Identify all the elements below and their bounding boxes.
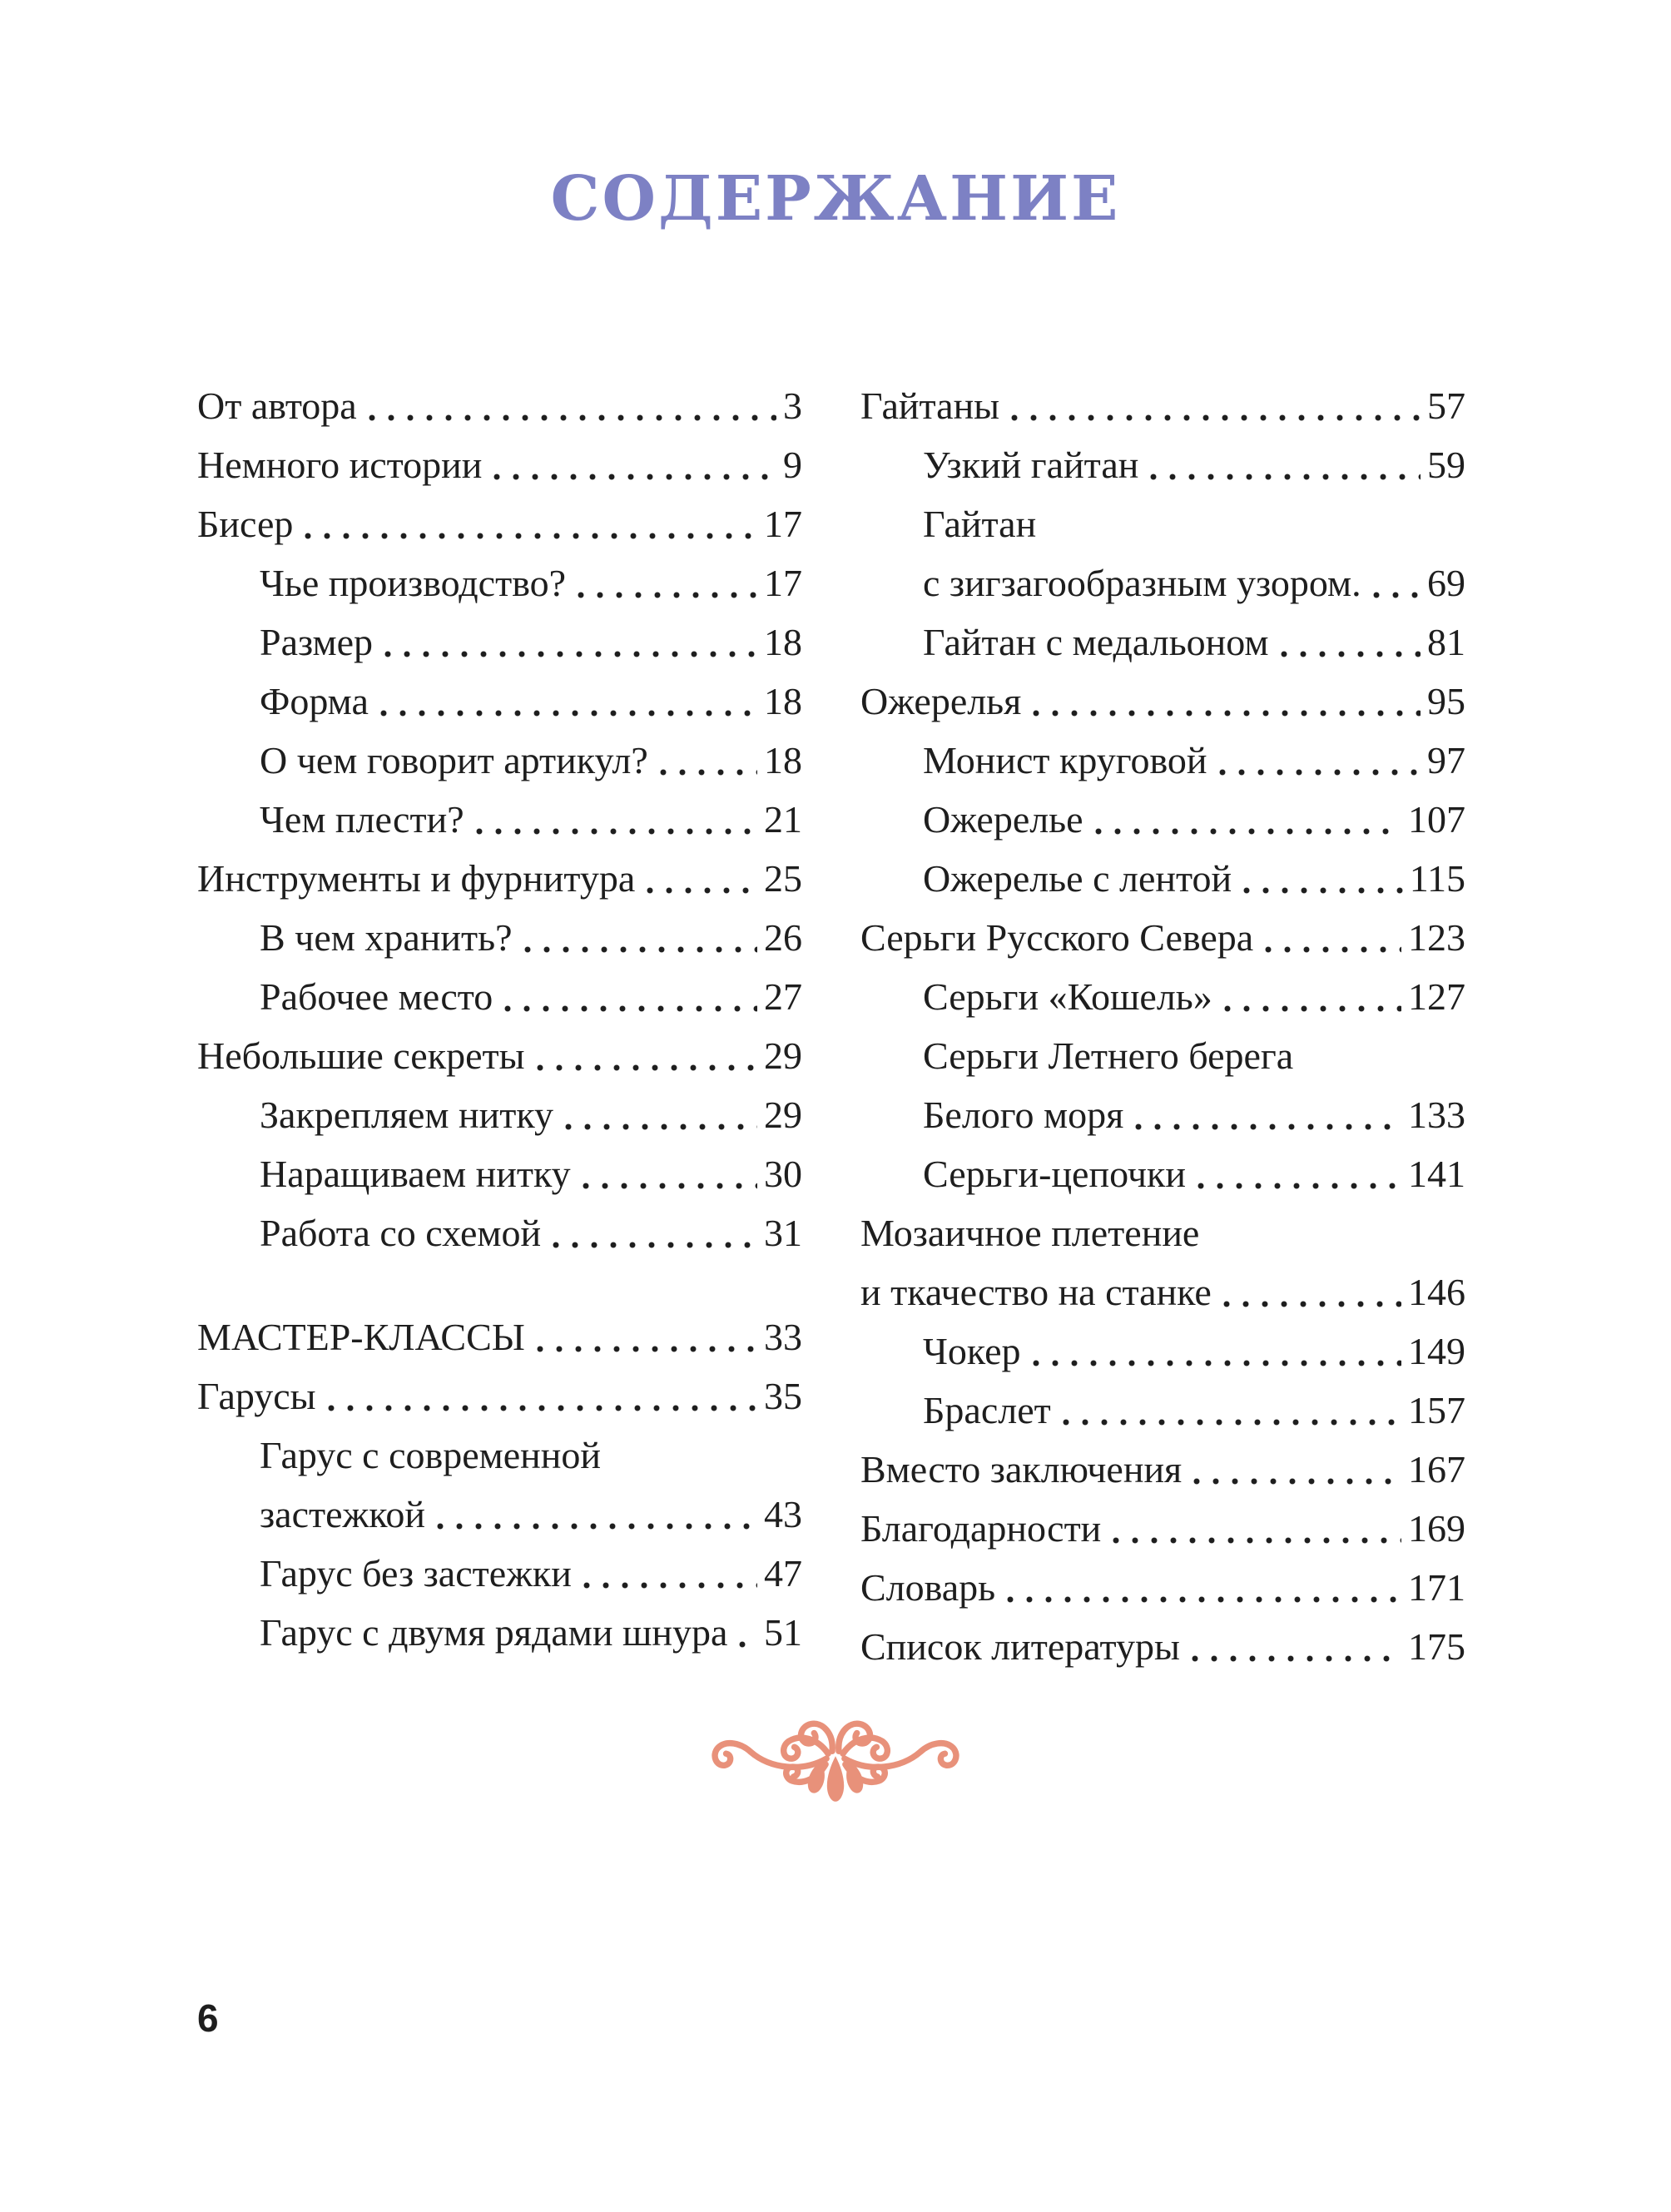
toc-entry bbox=[860, 553, 1465, 613]
toc-entry-page: 123 bbox=[1408, 916, 1465, 959]
toc-entry bbox=[197, 553, 802, 613]
toc-entry-page: 171 bbox=[1408, 1566, 1465, 1609]
dot-leader bbox=[1061, 1381, 1401, 1440]
toc-entry-label: Размер bbox=[260, 621, 374, 663]
dot-leader bbox=[658, 731, 757, 790]
dot-leader bbox=[1148, 435, 1421, 494]
toc-entry bbox=[197, 967, 802, 1026]
page-number-folio: 6 bbox=[197, 1996, 219, 2040]
toc-entry-page: 18 bbox=[764, 621, 802, 663]
dot-leader bbox=[563, 1085, 757, 1144]
dot-leader bbox=[535, 1307, 757, 1366]
toc-entry bbox=[860, 376, 1465, 435]
toc-entry-page: 133 bbox=[1408, 1094, 1465, 1136]
toc-entry-label: Работа со схемой bbox=[260, 1212, 542, 1254]
toc-entry-label: Небольшие секреты bbox=[197, 1034, 525, 1077]
toc-entry-label: Серьги Русского Севера bbox=[860, 916, 1254, 959]
toc-entry-page: 69 bbox=[1427, 562, 1465, 604]
toc-entry-label: Узкий гайтан bbox=[923, 444, 1139, 486]
toc-entry-page: 29 bbox=[764, 1094, 802, 1136]
toc-entry bbox=[860, 435, 1465, 494]
toc-entry bbox=[197, 1144, 802, 1203]
toc-entry-label: Список литературы bbox=[860, 1625, 1180, 1668]
toc-entry bbox=[197, 672, 802, 731]
dot-leader bbox=[737, 1603, 757, 1662]
toc-entry-label: Гайтан с медальоном bbox=[923, 621, 1269, 663]
toc-entry bbox=[197, 790, 802, 849]
toc-entry bbox=[860, 613, 1465, 672]
dot-leader bbox=[1222, 967, 1401, 1026]
toc-entry-label: Вместо заключения bbox=[860, 1448, 1183, 1490]
toc-entry-label: Ожерелье bbox=[923, 798, 1083, 841]
toc-entry bbox=[197, 1544, 802, 1603]
toc-entry-page: 43 bbox=[764, 1493, 802, 1535]
toc-entry bbox=[197, 1085, 802, 1144]
toc-entry bbox=[860, 1499, 1465, 1558]
dot-leader bbox=[1093, 790, 1401, 849]
dot-leader bbox=[1009, 376, 1421, 435]
toc-entry-label: Чем плести? bbox=[260, 798, 464, 841]
dot-leader bbox=[303, 494, 757, 553]
toc-entry-page: 157 bbox=[1408, 1389, 1465, 1431]
toc-entry bbox=[197, 435, 802, 494]
toc-entry-label: Инструменты и фурнитура bbox=[197, 857, 636, 900]
toc-entry bbox=[860, 1558, 1465, 1617]
toc-entry bbox=[197, 1426, 802, 1485]
dot-leader bbox=[551, 1203, 757, 1262]
toc-entry-label: застежкой bbox=[260, 1493, 425, 1535]
toc-entry bbox=[197, 1603, 802, 1662]
toc-entry-page: 127 bbox=[1408, 975, 1465, 1018]
page-title: СОДЕРЖАНИЕ bbox=[550, 163, 1121, 235]
toc-entry-page: 169 bbox=[1408, 1507, 1465, 1550]
dot-leader bbox=[1192, 1440, 1401, 1499]
toc-entry bbox=[197, 1366, 802, 1426]
toc-entry-label: О чем говорит артикул? bbox=[260, 739, 648, 781]
toc-entry bbox=[860, 731, 1465, 790]
table-of-contents bbox=[197, 376, 1465, 1676]
toc-entry-label: Гарус с двумя рядами шнура bbox=[260, 1611, 728, 1654]
dot-leader bbox=[1371, 553, 1421, 613]
toc-entry-page: 3 bbox=[783, 384, 802, 427]
toc-entry bbox=[197, 613, 802, 672]
toc-entry-label: В чем хранить? bbox=[260, 916, 513, 959]
toc-entry-label: Монист круговой bbox=[923, 739, 1207, 781]
toc-entry-label: Наращиваем нитку bbox=[260, 1153, 571, 1195]
dot-leader bbox=[535, 1026, 758, 1085]
dot-leader bbox=[523, 908, 758, 967]
toc-entry-page: 167 bbox=[1408, 1448, 1465, 1490]
toc-entry-page: 25 bbox=[764, 857, 802, 900]
toc-entry-label: От автора bbox=[197, 384, 357, 427]
toc-entry-page: 57 bbox=[1427, 384, 1465, 427]
dot-leader bbox=[1196, 1144, 1401, 1203]
toc-entry-page: 21 bbox=[764, 798, 802, 841]
toc-entry bbox=[860, 1144, 1465, 1203]
dot-leader bbox=[1005, 1558, 1401, 1617]
dot-leader bbox=[1263, 908, 1401, 967]
dot-leader bbox=[474, 790, 757, 849]
toc-entry-page: 29 bbox=[764, 1034, 802, 1077]
toc-entry bbox=[197, 1307, 802, 1366]
toc-entry-label: Словарь bbox=[860, 1566, 996, 1609]
toc-entry bbox=[197, 1026, 802, 1085]
toc-entry-label: Рабочее место bbox=[260, 975, 493, 1018]
toc-entry-label: Закрепляем нитку bbox=[260, 1094, 554, 1136]
toc-entry bbox=[860, 790, 1465, 849]
toc-entry-page: 97 bbox=[1427, 739, 1465, 781]
dot-leader bbox=[1133, 1085, 1401, 1144]
toc-entry-page: 18 bbox=[764, 739, 802, 781]
toc-entry bbox=[197, 1203, 802, 1262]
toc-entry-page: 9 bbox=[783, 444, 802, 486]
toc-entry-page: 17 bbox=[764, 503, 802, 545]
toc-entry-label: Гарус без застежки bbox=[260, 1552, 572, 1595]
dot-leader bbox=[503, 967, 757, 1026]
toc-entry-label: Форма bbox=[260, 680, 369, 722]
toc-entry-label: с зигзагообразным узором. bbox=[923, 562, 1361, 604]
toc-entry-page: 17 bbox=[764, 562, 802, 604]
dot-leader bbox=[582, 1544, 757, 1603]
toc-entry bbox=[197, 908, 802, 967]
dot-leader bbox=[576, 553, 757, 613]
toc-entry-label: Гарус с современной bbox=[260, 1434, 602, 1476]
toc-entry-label: Серьги «Кошель» bbox=[923, 975, 1212, 1018]
toc-entry bbox=[860, 672, 1465, 731]
toc-entry-label: Белого моря bbox=[923, 1094, 1124, 1136]
toc-entry bbox=[197, 376, 802, 435]
toc-left-column bbox=[197, 376, 802, 1676]
toc-entry bbox=[197, 849, 802, 908]
toc-entry-label: Благодарности bbox=[860, 1507, 1102, 1550]
toc-entry-page: 26 bbox=[764, 916, 802, 959]
dot-leader bbox=[1217, 731, 1421, 790]
toc-entry-page: 107 bbox=[1408, 798, 1465, 841]
toc-entry-page: 33 bbox=[764, 1316, 802, 1358]
toc-entry bbox=[860, 494, 1465, 553]
toc-entry bbox=[860, 1617, 1465, 1676]
dot-leader bbox=[645, 849, 757, 908]
dot-leader bbox=[383, 613, 757, 672]
dot-leader bbox=[1190, 1617, 1401, 1676]
toc-entry bbox=[197, 494, 802, 553]
toc-entry-page: 149 bbox=[1408, 1330, 1465, 1372]
toc-entry-label: Чокер bbox=[923, 1330, 1021, 1372]
toc-entry bbox=[860, 1262, 1465, 1322]
toc-entry-page: 141 bbox=[1408, 1153, 1465, 1195]
toc-entry-label: Браслет bbox=[923, 1389, 1051, 1431]
dot-leader bbox=[1031, 1322, 1401, 1381]
dot-leader bbox=[367, 376, 776, 435]
flourish-icon bbox=[696, 1708, 975, 1833]
toc-right-column bbox=[860, 376, 1465, 1676]
toc-entry-page: 59 bbox=[1427, 444, 1465, 486]
toc-entry bbox=[197, 1485, 802, 1544]
dot-leader bbox=[1031, 672, 1421, 731]
toc-entry-page: 30 bbox=[764, 1153, 802, 1195]
toc-entry-label: Ожерелья bbox=[860, 680, 1022, 722]
dot-leader bbox=[326, 1366, 757, 1426]
toc-entry-label: Мозаичное плетение bbox=[860, 1212, 1200, 1254]
toc-entry-label: Гайтан bbox=[923, 503, 1037, 545]
dot-leader bbox=[492, 435, 776, 494]
toc-entry bbox=[860, 1085, 1465, 1144]
toc-entry bbox=[860, 1440, 1465, 1499]
toc-entry-page: 95 bbox=[1427, 680, 1465, 722]
toc-entry-label: Гарусы bbox=[197, 1375, 316, 1417]
dot-leader bbox=[379, 672, 757, 731]
toc-entry bbox=[860, 849, 1465, 908]
dot-leader bbox=[435, 1485, 757, 1544]
toc-entry-label: Серьги Летнего берега bbox=[923, 1034, 1294, 1077]
toc-entry-page: 27 bbox=[764, 975, 802, 1018]
toc-entry-label: Немного истории bbox=[197, 444, 483, 486]
toc-entry bbox=[860, 1026, 1465, 1085]
dot-leader bbox=[1279, 613, 1421, 672]
toc-entry-page: 18 bbox=[764, 680, 802, 722]
toc-entry-page: 81 bbox=[1427, 621, 1465, 663]
toc-entry-page: 175 bbox=[1408, 1625, 1465, 1668]
toc-entry bbox=[860, 1322, 1465, 1381]
toc-entry-label: МАСТЕР-КЛАССЫ bbox=[197, 1316, 525, 1358]
toc-entry-label: и ткачество на станке bbox=[860, 1271, 1212, 1313]
toc-entry-page: 51 bbox=[764, 1611, 802, 1654]
toc-entry bbox=[860, 908, 1465, 967]
dot-leader bbox=[581, 1144, 757, 1203]
toc-entry-label: Бисер bbox=[197, 503, 294, 545]
toc-entry-label: Серьги-цепочки bbox=[923, 1153, 1187, 1195]
toc-entry-label: Гайтаны bbox=[860, 384, 1000, 427]
dot-leader bbox=[1222, 1262, 1401, 1322]
toc-entry-page: 35 bbox=[764, 1375, 802, 1417]
toc-entry-label: Чье производство? bbox=[260, 562, 567, 604]
toc-entry bbox=[860, 1203, 1465, 1262]
toc-entry-page: 31 bbox=[764, 1212, 802, 1254]
toc-entry-page: 146 bbox=[1408, 1271, 1465, 1313]
dot-leader bbox=[1242, 849, 1403, 908]
dot-leader bbox=[1111, 1499, 1401, 1558]
toc-entry bbox=[860, 967, 1465, 1026]
toc-entry-page: 47 bbox=[764, 1552, 802, 1595]
toc-entry-page: 115 bbox=[1409, 857, 1465, 900]
toc-entry-label: Ожерелье с лентой bbox=[923, 857, 1232, 900]
toc-entry bbox=[860, 1381, 1465, 1440]
toc-entry bbox=[197, 731, 802, 790]
